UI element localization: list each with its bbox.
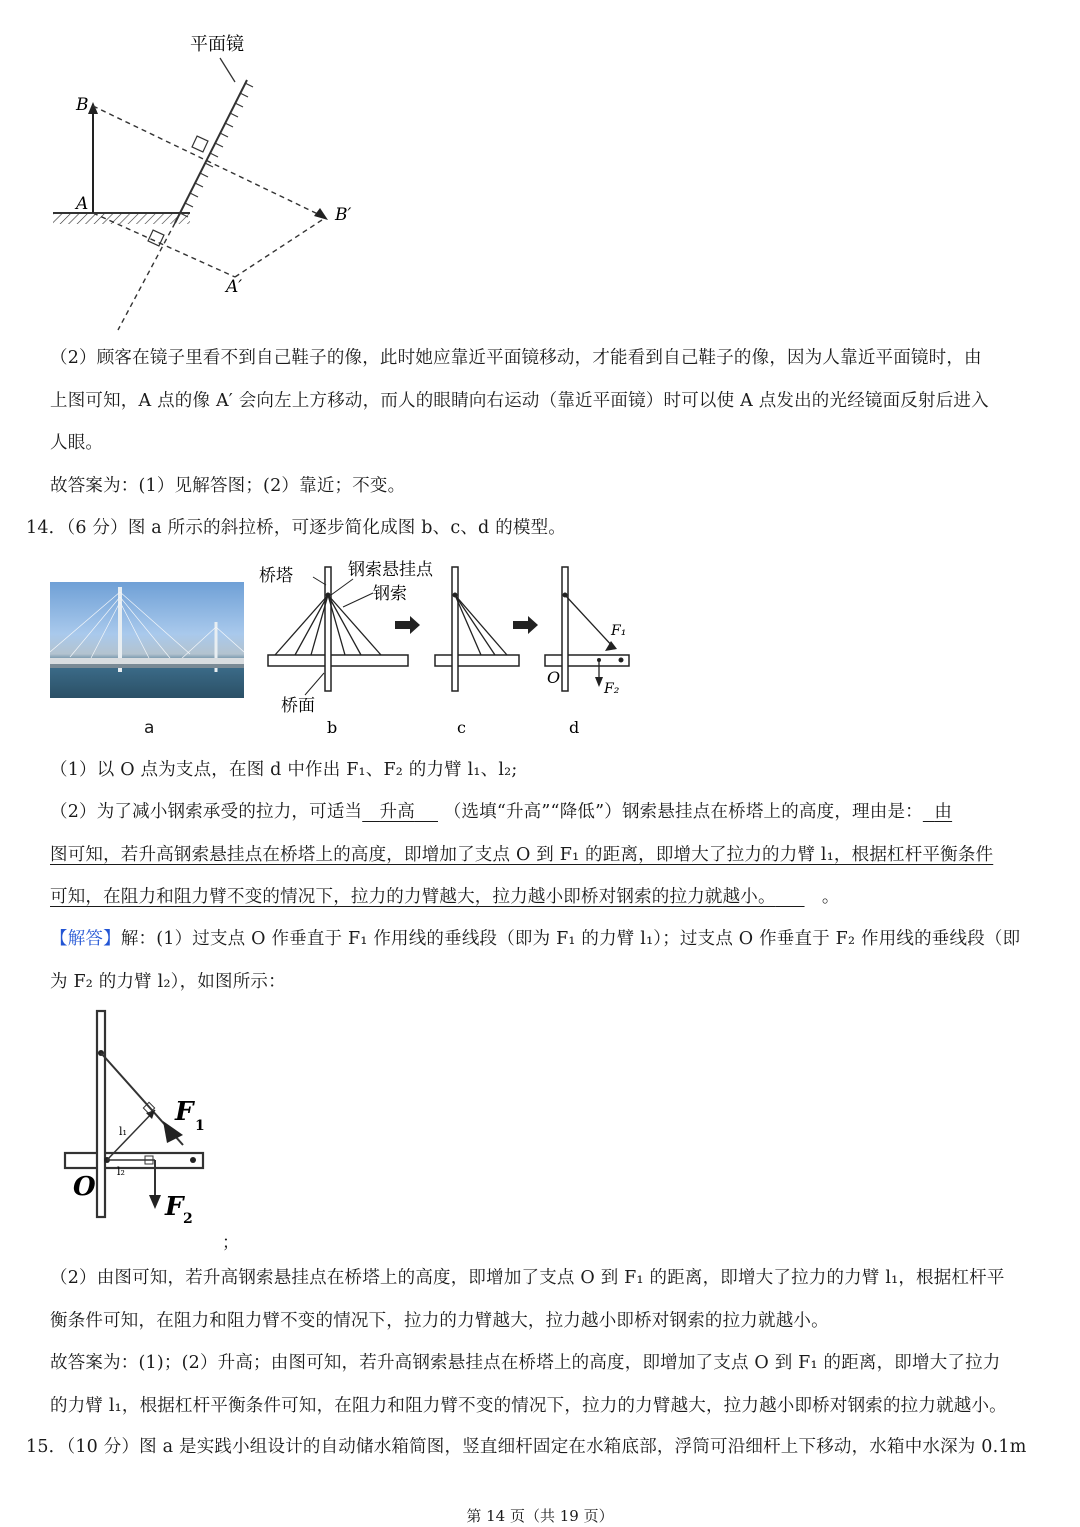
q14-sub2-reason-c-wrap	[50, 887, 805, 907]
ans-label-O: O	[73, 1172, 96, 1202]
q13-answer: 故答案为：(1）见解答图；(2）靠近；不变。	[50, 475, 406, 496]
q13-part2	[50, 337, 1056, 507]
q14-sub2-blank	[362, 802, 438, 822]
page-footer: 第 14 页（共 19 页）	[466, 1507, 614, 1525]
q14-part2-line2: 衡条件可知，在阻力和阻力臂不变的情况下，拉力的力臂越大，拉力越小即桥对钢索的拉力就越小。	[50, 1310, 829, 1331]
label-deck: 桥面	[281, 696, 315, 716]
q14-sub2-pre: （2）为了减小钢索承受的拉力，可适当	[50, 802, 363, 822]
label-tower: 桥塔	[259, 566, 293, 586]
label-cable: 钢索	[373, 584, 407, 604]
q14-sub2	[50, 791, 1056, 919]
q13-part2-line3: 人眼。	[50, 433, 104, 453]
q14-sub2-end: 。	[821, 887, 840, 907]
q14-answer-line2: 的力臂 l₁，根据杠杆平衡条件可知，在阻力和阻力臂不变的情况下，拉力的力臂越大，拉力越小即桥对钢索的拉力就越小。	[50, 1395, 1007, 1416]
arrow-c-to-d	[513, 616, 538, 634]
q14-sub2-reason-start	[923, 802, 952, 822]
fig-c-label: c	[457, 718, 466, 737]
d-label-O: O	[547, 668, 561, 687]
label-B-prime: B′	[335, 205, 352, 225]
fig-d-label: d	[569, 718, 580, 737]
d-label-F1: F₁	[611, 623, 627, 639]
q14-part2-line1: （2）由图可知，若升高钢索悬挂点在桥塔上的高度，即增加了支点 O 到 F₁ 的距离，即增大了拉力的力臂 l₁，根据杠杆平	[50, 1268, 1005, 1288]
fig-a-label: a	[144, 718, 155, 738]
q14-sub1: （1）以 O 点为支点，在图 d 中作出 F₁、F₂ 的力臂 l₁、l₂;	[50, 760, 518, 780]
q14-sub2-reason-c: 可知，在阻力和阻力臂不变的情况下，拉力的力臂越大，拉力越小即桥对钢索的拉力就越小。	[50, 887, 776, 907]
q14-answer-line1: 故答案为：(1)；(2）升高；由图可知，若升高钢索悬挂点在桥塔上的高度，即增加了支点 O 到 F₁ 的距离，即增大了拉力	[50, 1353, 1001, 1373]
label-B: B	[76, 95, 89, 115]
label-A-prime: A′	[226, 277, 243, 297]
jieda-line1-text: 解：(1）过支点 O 作垂直于 F₁ 作用线的垂线段（即为 F₁ 的力臂 l₁）；过支点 O 作垂直于 F₂ 作用线的垂线段（即	[120, 929, 1021, 949]
ans-label-F2: F	[165, 1192, 184, 1222]
q14-stem: 14．（6 分）图 a 所示的斜拉桥，可逐步简化成图 b、c、d 的模型。	[26, 518, 567, 538]
mirror-title: 平面镜	[190, 34, 244, 55]
semicolon: ；	[222, 1233, 239, 1253]
bridge-model-diagrams	[255, 555, 635, 740]
q13-part2-line2: 上图可知，A 点的像 A′ 会向左上方移动，而人的眼睛向右运动（靠近平面镜）时可以使 A 点发出的光经镜面反射后进入	[50, 390, 989, 411]
ans-label-F2-sub: 2	[183, 1211, 193, 1227]
q14-part2	[50, 1257, 1056, 1427]
q14-sub2-line3	[50, 876, 1056, 919]
q14-sub2-reason-b: 图可知，若升高钢索悬挂点在桥塔上的高度，即增加了支点 O 到 F₁ 的距离，即增大了拉力的力臂 l₁，根据杠杆平衡条件	[50, 844, 994, 865]
q14-jieda-line1	[50, 918, 1056, 961]
mirror-hatch	[180, 83, 253, 217]
q14-sub2-blank-text: 升高	[379, 802, 415, 822]
q13-part2-line1: （2）顾客在镜子里看不到自己鞋子的像，此时她应靠近平面镜移动，才能看到自己鞋子的像，因为人靠近平面镜时，由	[50, 348, 982, 368]
ans-label-l2: l₂	[117, 1165, 125, 1178]
lever-arm-diagram	[55, 1005, 225, 1230]
q14-sub2-mid: （选填“升高”“降低”）钢索悬挂点在桥塔上的高度，理由是：	[443, 802, 923, 822]
ans-label-F1-sub: 1	[195, 1118, 205, 1134]
q15-stem: 15．（10 分）图 a 是实践小组设计的自动储水箱简图，竖直细杆固定在水箱底部，浮筒可沿细杆上下移动，水箱中水深为 0.1m	[26, 1437, 1027, 1457]
q14-sub2-line1	[50, 791, 1056, 834]
jieda-tag: 【解答】	[50, 929, 121, 949]
bridge-photo	[50, 582, 244, 698]
label-hang-point: 钢索悬挂点	[348, 560, 433, 580]
ans-label-F1: F	[175, 1097, 194, 1127]
d-label-F2: F₂	[604, 681, 620, 697]
q14-jieda	[50, 918, 1056, 1003]
fig-b-label: b	[327, 718, 338, 737]
q14-sub2-reason-a: 由	[934, 802, 953, 822]
arrow-b-to-c	[395, 616, 420, 634]
mirror-line	[175, 80, 247, 223]
q14-jieda-line2: 为 F₂ 的力臂 l₂），如图所示：	[50, 971, 286, 992]
label-A: A	[76, 194, 89, 214]
ans-label-l1: l₁	[119, 1125, 127, 1138]
mirror-diagram	[50, 30, 360, 335]
